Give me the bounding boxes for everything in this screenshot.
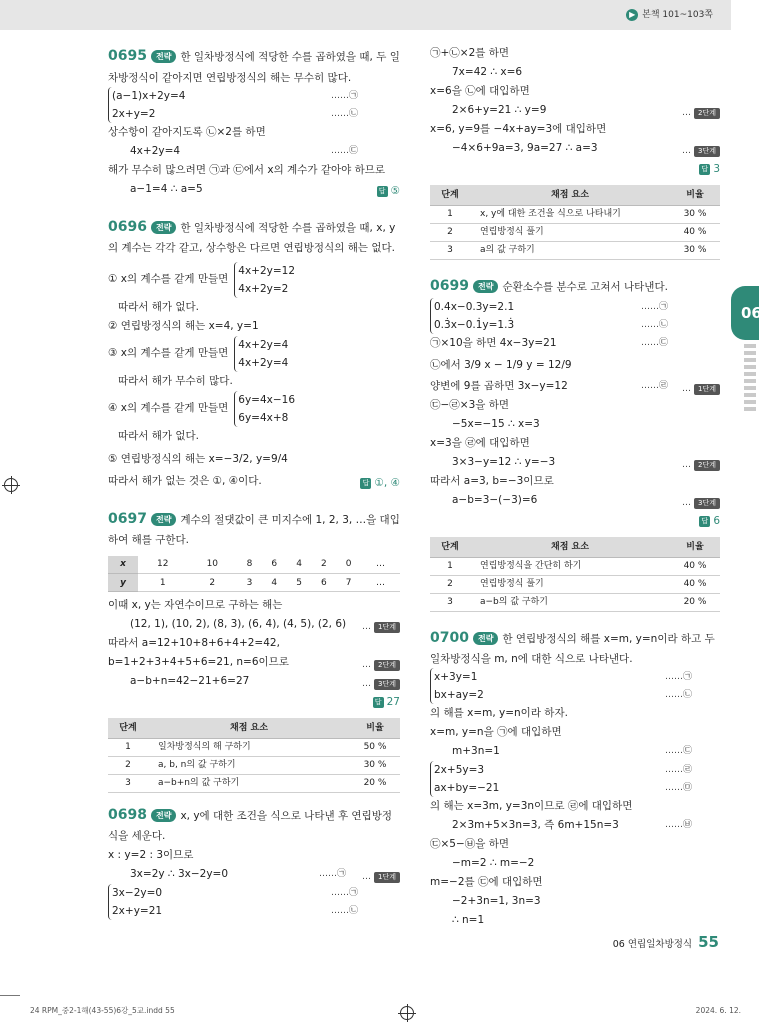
problem-0695 xyxy=(108,44,400,199)
crop-mark xyxy=(0,995,20,996)
equation-system xyxy=(430,761,692,797)
strategy-tag: 전략 xyxy=(473,280,498,293)
solution-line: x=m, y=n을 ㉠에 대입하면 xyxy=(430,726,562,739)
solution-line: 따라서 a=12+10+8+6+4+2=42, xyxy=(108,637,280,650)
problem-header xyxy=(108,44,400,87)
solution-line: x=6, y=9를 −4x+ay=3에 대입하면 xyxy=(430,123,607,135)
step-label: … 3단계 xyxy=(362,675,400,694)
solution-line: a−b=3−(−3)=6 … 3단계 xyxy=(430,491,720,510)
answer-line xyxy=(108,691,400,710)
step-label: … 3단계 xyxy=(682,142,720,161)
solution-line: ∴ n=1 xyxy=(452,914,485,927)
step-label: … 3단계 xyxy=(682,494,720,513)
solution-line: b=1+2+3+4+5+6=21, n=6이므로 … 2단계 xyxy=(108,653,400,672)
solution-line: −m=2 ∴ m=−2 xyxy=(452,857,535,870)
option-note: 따라서 해가 없다. xyxy=(118,429,200,442)
grading-table: 단계 채점 요소 비율 1 연립방정식을 간단히 하기 40 % 2 연립방정식 풀기 40 % 3 a−b의 값 구하기 20 % xyxy=(430,537,720,612)
solution-line: x : y=2 : 3이므로 xyxy=(108,848,194,861)
step-label: … 2단계 xyxy=(682,104,720,123)
option-2: ② 연립방정식의 해는 x=4, y=1 xyxy=(108,319,259,332)
page-reference-text: 본책 101~103쪽 xyxy=(642,10,713,20)
problem-strategy: 순환소수를 분수로 고쳐서 나타낸다. xyxy=(502,280,668,293)
answer: 답 ①, ④ xyxy=(360,474,400,493)
page-number: 55 xyxy=(698,933,719,951)
problem-0697 xyxy=(108,507,400,793)
solution-line: m=−2를 ㉢에 대입하면 xyxy=(430,876,543,889)
answer-icon: 답 xyxy=(360,478,371,489)
problem-number: 0699 xyxy=(430,277,469,294)
step-label: … 2단계 xyxy=(362,656,400,675)
chapter-title: 06 연립일차방정식 xyxy=(612,939,693,950)
page-reference xyxy=(626,9,713,21)
problem-0700 xyxy=(430,626,720,931)
solution-line: x=3을 ㉣에 대입하면 xyxy=(430,437,530,449)
registration-mark-icon xyxy=(400,1006,414,1020)
answer-line xyxy=(430,510,720,529)
equation-system xyxy=(108,884,358,920)
problem-strategy: 한 연립방정식의 해를 x=m, y=n이라 하고 두 일차방정식을 m, n에 대한 식으로 나타낸다. xyxy=(430,632,715,665)
answer: 답 27 xyxy=(373,693,400,712)
grading-table: 단계 채점 요소 비율 1 일차방정식의 해 구하기 50 % 2 a, b, n의 값 구하기 30 % 3 a−b+n의 값 구하기 20 % xyxy=(108,718,400,793)
solution-line: 상수항이 같아지도록 ㉡×2를 하면 xyxy=(108,125,266,138)
equation: 2x+y=21 ……㉡ xyxy=(112,904,358,917)
problem-number: 0695 xyxy=(108,48,147,64)
print-date: 2024. 6. 12. xyxy=(695,1006,741,1015)
equation: x+3y=1 ……㉠ xyxy=(434,671,692,684)
step-label: … 2단계 xyxy=(682,456,720,475)
solution-line: 3x=2y ∴ 3x−2y=0 ……㉠ … 1단계 xyxy=(108,865,400,884)
file-info: 24 RPM_중2-1해(43-55)6강_5교.indd 55 xyxy=(30,1006,175,1015)
answer-icon: 답 xyxy=(699,164,710,175)
equation: 2x+y=2 ……㉡ xyxy=(112,107,358,120)
side-tab-decoration xyxy=(744,344,756,414)
strategy-tag: 전략 xyxy=(473,632,498,645)
strategy-tag: 전략 xyxy=(151,50,176,63)
solution-line: ㉠+㉡×2를 하면 xyxy=(430,47,510,59)
solution-line: 양변에 9를 곱하면 3x−y=12 ……㉣ … 1단계 xyxy=(430,377,720,396)
problem-strategy: 계수의 절댓값이 큰 미지수에 1, 2, 3, …을 대입하여 해를 구한다. xyxy=(108,513,400,547)
solution-line: 의 해는 x=3m, y=3n이므로 ㉣에 대입하면 xyxy=(430,800,633,813)
problem-header xyxy=(430,274,720,299)
solution-line: −4×6+9a=3, 9a=27 ∴ a=3 … 3단계 xyxy=(430,139,720,158)
equation: 0.4x−0.3y=2.1 ……㉠ xyxy=(434,301,668,313)
answer-icon: 답 xyxy=(373,697,384,708)
solution-line: m+3n=1 ……㉢ xyxy=(452,745,692,758)
solution-line: 7x=42 ∴ x=6 xyxy=(452,66,523,78)
step-label: … 1단계 xyxy=(682,380,720,399)
solution-line: a−1=4 ∴ a=5 답 ⑤ xyxy=(108,180,400,199)
solution-line: ㉢×5−㉥을 하면 xyxy=(430,838,510,851)
arrow-right-icon: ▶ xyxy=(626,9,638,21)
problem-number: 0700 xyxy=(430,629,469,646)
option-3: ③ x의 계수를 같게 만들면 4x+2y=4 4x+2y=4 xyxy=(108,336,400,372)
problem-header xyxy=(108,507,400,550)
equation: bx+ay=2 ……㉡ xyxy=(434,689,692,702)
problem-header xyxy=(430,626,720,669)
answer-line xyxy=(430,158,720,177)
problem-number: 0697 xyxy=(108,510,147,527)
option-note: 따라서 해가 무수히 많다. xyxy=(118,374,233,387)
chapter-side-tab: 06 xyxy=(731,286,759,340)
page-footer xyxy=(613,932,719,952)
solution-line: −2+3n=1, 3n=3 xyxy=(452,895,541,908)
option-5: ⑤ 연립방정식의 해는 x=−3/2, y=9/4 xyxy=(108,452,288,465)
registration-mark-icon xyxy=(4,478,18,492)
conclusion: 따라서 해가 없는 것은 ①, ④이다. 답 ①, ④ xyxy=(108,472,400,491)
equation: (a−1)x+2y=4 ……㉠ xyxy=(112,89,358,102)
problem-0699 xyxy=(430,274,720,612)
left-column xyxy=(108,44,400,926)
problem-0698 xyxy=(108,803,400,920)
option-4: ④ x의 계수를 같게 만들면 6y=4x−16 6y=4x+8 xyxy=(108,391,400,427)
solution-line: −5x=−15 ∴ x=3 xyxy=(452,418,540,430)
solution-line: x=6을 ㉡에 대입하면 xyxy=(430,85,530,97)
problem-strategy: 한 일차방정식에 적당한 수를 곱하였을 때, 두 일차방정식이 같아지면 연립방정식의 해는 무수히 많다. xyxy=(108,51,400,84)
solution-line: a−b+n=42−21+6=27 … 3단계 xyxy=(108,672,400,691)
problem-header xyxy=(108,803,400,846)
option-note: 따라서 해가 없다. xyxy=(118,300,200,313)
answer: 답 6 xyxy=(699,512,720,531)
solution-line: 따라서 a=3, b=−3이므로 xyxy=(430,475,554,487)
equation-system xyxy=(430,668,692,704)
solution-line: 해가 무수히 많으려면 ㉠과 ㉢에서 x의 계수가 같아야 하므로 xyxy=(108,163,386,176)
strategy-tag: 전략 xyxy=(151,809,176,822)
problem-header xyxy=(108,215,400,258)
solution-line: 2×3m+5×3n=3, 즉 6m+15n=3 ……㉥ xyxy=(452,819,692,832)
equation: 2x+5y=3 ……㉣ xyxy=(434,764,692,777)
answer-icon: 답 xyxy=(699,516,710,527)
equation: ax+by=−21 ……㉤ xyxy=(434,782,692,795)
answer-icon: 답 xyxy=(377,186,388,197)
solution-line: 3×3−y=12 ∴ y=−3 … 2단계 xyxy=(430,453,720,472)
strategy-tag: 전략 xyxy=(151,221,176,234)
solution-line: 의 해를 x=m, y=n이라 하자. xyxy=(430,707,568,720)
solution-line: 이때 x, y는 자연수이므로 구하는 해는 xyxy=(108,599,283,612)
problem-strategy: x, y에 대한 조건을 식으로 나타낸 후 연립방정식을 세운다. xyxy=(108,809,392,843)
xy-table: x 12 10 8 6 4 2 0 … y 1 2 3 4 5 6 7 … xyxy=(108,556,400,593)
equation-system xyxy=(430,298,668,334)
answer: 답 3 xyxy=(699,160,720,179)
solution-line: 4x+2y=4 ……㉢ xyxy=(130,144,358,157)
equation-system xyxy=(108,87,400,123)
step-label: … 1단계 xyxy=(362,868,400,887)
problem-0698-continued xyxy=(430,44,720,260)
problem-strategy: 한 일차방정식에 적당한 수를 곱하였을 때, x, y의 계수는 각각 같고, 상수항은 다르면 연립방정식의 해는 없다. xyxy=(108,221,396,255)
solution-line: 2×6+y=21 ∴ y=9 … 2단계 xyxy=(430,101,720,120)
problem-number: 0696 xyxy=(108,218,147,235)
option-1: ① x의 계수를 같게 만들면 4x+2y=12 4x+2y=2 xyxy=(108,262,400,298)
equation: 3x−2y=0 ……㉠ xyxy=(112,886,358,899)
problem-number: 0698 xyxy=(108,806,147,823)
equation: 0.3̇x−0.1̇y=1.3̇ ……㉡ xyxy=(434,319,668,331)
answer: 답 ⑤ xyxy=(377,182,400,201)
solution-line: ㉠×10을 하면 4x−3y=21 ……㉢ xyxy=(430,337,668,349)
solution-line: (12, 1), (10, 2), (8, 3), (6, 4), (4, 5), (2, 6) … 1단계 xyxy=(108,615,400,634)
strategy-tag: 전략 xyxy=(151,513,176,526)
step-label: … 1단계 xyxy=(362,618,400,637)
top-band xyxy=(0,0,731,30)
right-column xyxy=(430,44,720,936)
solution-line: ㉢−㉣×3을 하면 xyxy=(430,399,510,411)
solution-line: ㉡에서 3/9 x − 1/9 y = 12/9 xyxy=(430,359,572,371)
grading-table: 단계 채점 요소 비율 1 x, y에 대한 조건을 식으로 나타내기 30 % 2 연립방정식 풀기 40 % 3 a의 값 구하기 30 % xyxy=(430,185,720,260)
problem-0696 xyxy=(108,215,400,491)
